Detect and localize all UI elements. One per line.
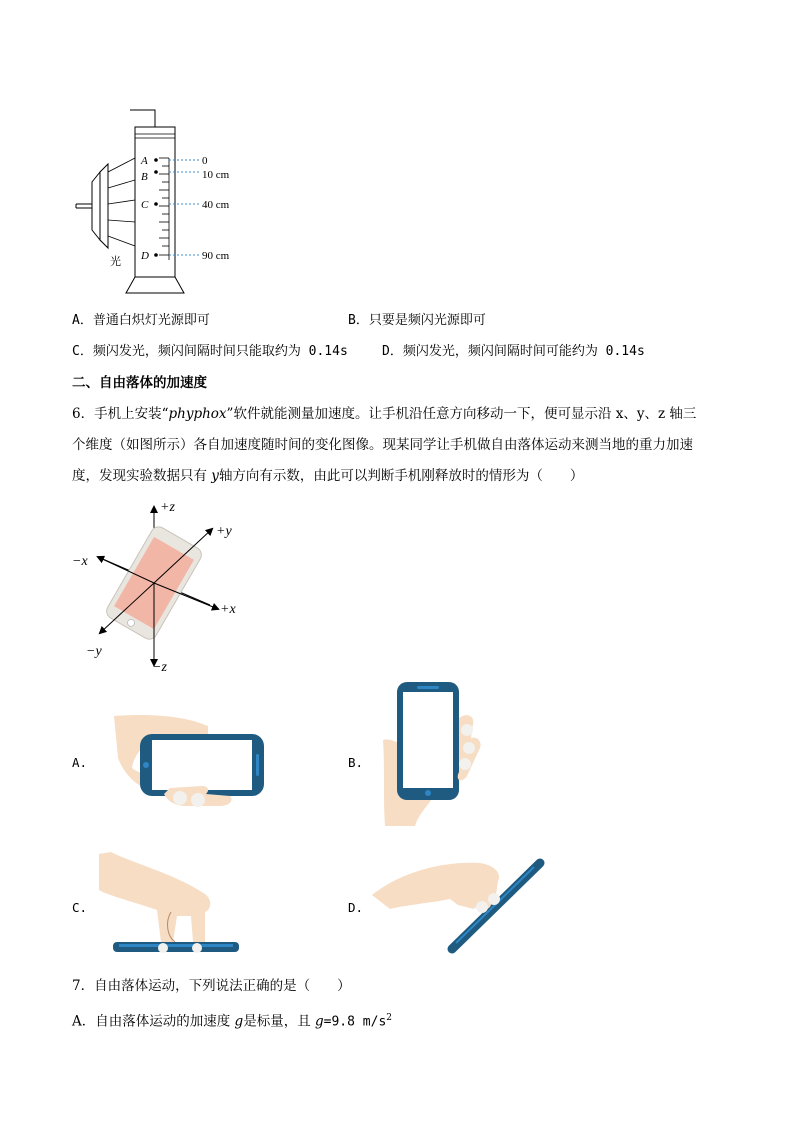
option-c-image (95, 850, 245, 960)
reading-10cm: 10 cm (202, 169, 230, 181)
q6-option-b-label: B. (348, 755, 364, 770)
q6-line3-var: y (211, 468, 219, 484)
axis-label-nx: −x (72, 554, 88, 569)
axis-label-nz: −z (152, 660, 167, 675)
q7-a-exponent: 2 (386, 1013, 393, 1023)
reading-0: 0 (202, 155, 208, 167)
axis-label-px: +x (220, 602, 236, 617)
axis-label-py: +y (216, 524, 232, 539)
q7-a-var2: g (315, 1013, 324, 1030)
q5-option-c: C．频闪发光，频闪间隔时间只能取约为 0.14s (72, 344, 348, 359)
q7-a-value: =9.8 m/s (323, 1014, 387, 1030)
light-label: 光 (110, 256, 121, 268)
q6-line3-pre: 度，发现实验数据只有 (72, 468, 212, 484)
axis-label-ny: −y (86, 644, 102, 659)
q6-app-name: phyphox (168, 406, 227, 422)
q6-option-c-label: C. (72, 900, 88, 915)
q6-stem-line3 (72, 466, 583, 486)
axis-label-pz: +z (160, 500, 175, 515)
mark-label-b: B (141, 171, 148, 183)
q6-option-d-label: D. (348, 900, 364, 915)
q5-option-b: B．只要是频闪光源即可 (348, 313, 486, 328)
reading-40cm: 40 cm (202, 199, 230, 211)
q7-a-var: g (234, 1013, 244, 1030)
option-a-image (110, 710, 270, 820)
option-b-image (375, 680, 485, 830)
reading-90cm: 90 cm (202, 250, 230, 262)
mark-dot-a (154, 158, 158, 162)
q7-a-mid: 是标量，且 (243, 1013, 315, 1030)
phone-axes-figure (70, 495, 260, 675)
q7-stem: 7．自由落体运动，下列说法正确的是（ ） (72, 978, 351, 994)
mark-label-a: A (141, 155, 148, 167)
option-d-image (370, 855, 550, 955)
mark-label-c: C (141, 199, 149, 211)
q6-line3-post: 轴方向有示数，由此可以判断手机刚释放时的情形为（ ） (218, 468, 584, 484)
mark-dot-c (154, 202, 158, 206)
free-fall-apparatus-figure (70, 100, 270, 300)
q5-option-a: A．普通白炽灯光源即可 (72, 313, 210, 328)
q6-line1-pre: 6．手机上安装“ (72, 406, 169, 422)
section-heading: 二、自由落体的加速度 (72, 375, 207, 391)
q6-option-a-label: A. (72, 755, 88, 770)
q7-option-a (72, 1008, 392, 1033)
q6-stem-line2: 个维度（如图所示）各自加速度随时间的变化图像。现某同学让手机做自由落体运动来测当地的重力加速 (72, 437, 693, 453)
q6-line1-post: ”软件就能测量加速度。让手机沿任意方向移动一下，便可显示沿 x、y、z 轴三 (226, 406, 697, 422)
q5-option-d: D．频闪发光，频闪间隔时间可能约为 0.14s (382, 344, 645, 359)
q6-stem-line1 (72, 404, 696, 424)
q7-a-pre: A．自由落体运动的加速度 (72, 1013, 235, 1030)
mark-dot-b (154, 170, 158, 174)
mark-dot-d (154, 253, 158, 257)
mark-label-d: D (141, 250, 149, 262)
